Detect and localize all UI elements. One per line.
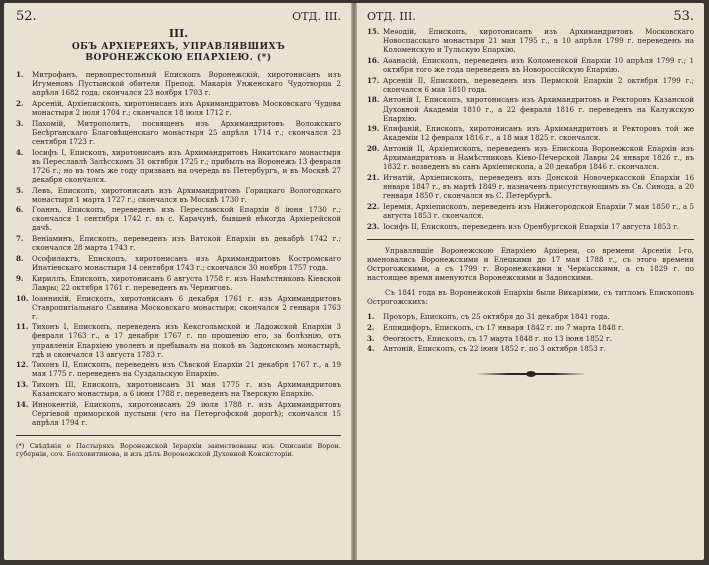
right-section-label: ОТД. III.	[367, 10, 416, 23]
entry-text: Іеремія, Архіепископъ, переведенъ изъ Нижегородской Епархіи 7 мая 1850 г., а 5 августа 1853 г. скончался.	[383, 201, 694, 220]
bishop-list-left	[16, 70, 341, 427]
list-item	[367, 27, 694, 54]
entry-number: 17.	[367, 75, 380, 85]
entry-text: Митрофанъ, первопрестольный Епископъ Воронежскій, хиротонисанъ изъ Игуменовъ Пустынской обители Препод. Макарія Унженскаго Чудотворца 2 апрѣля 1682 года; скончался 23 ноября 1703 г.	[32, 70, 341, 98]
entry-text: Іосифъ I, Епископъ, хиротонисанъ изъ Архимандритовъ Никитскаго монастыря въ Переславлѣ Залѣсскомъ 31 октября 1725 г.; прибылъ на Воронежъ 13 февраля 1726 г.; но въ томъ же году призванъ на очередь въ Петербургъ, и въ Москвѣ 27 декабря скончался.	[32, 147, 341, 184]
entry-number: 3.	[367, 333, 375, 343]
entry-text: Кириллъ, Епископъ, хиротонисанъ 6 августа 1758 г. изъ Намѣстниковъ Кіевской Лавры; 22 октября 1761 г. переведенъ въ Черниговъ.	[32, 273, 341, 292]
list-item	[16, 360, 341, 378]
left-running-head	[16, 9, 341, 23]
entry-number: 13.	[16, 380, 29, 390]
entry-text: Игнатій, Архіепископъ, переведенъ изъ Донской Новочеркасской Епархіи 16 января 1847 г., въ мартѣ 1849 г. назначенъ присутствующимъ въ Св. Синода, а 20 генваря 1850 г. скончался въ С. Петербургѣ.	[383, 172, 694, 201]
entry-text: Прохоръ, Епископъ, съ 25 октября до 31 декабря 1841 года.	[383, 312, 610, 322]
titles-paragraph: Управлявшіе Воронежскою Епархіею Архіереи, со времени Арсенія I-го, именовались Воронежскими и Елецкими до 17 мая 1788 г., съ этого времени Острогожскими, а съ 1799 г. Воронежскими и Черкасскими, а съ 1829 г. по настоящее время именуются Воронежскими и Задонскими.	[367, 245, 694, 282]
left-page	[4, 3, 351, 560]
entry-number: 22.	[367, 201, 380, 211]
entry-number: 7.	[16, 234, 24, 244]
vicar-list	[367, 312, 694, 353]
entry-number: 20.	[367, 144, 380, 154]
end-ornament	[476, 371, 586, 377]
list-item	[16, 380, 341, 398]
vicars-paragraph: Съ 1841 года въ Воронежской Епархіи были Викаріями, съ титломъ Епископовъ Острогожскихъ:	[367, 288, 694, 307]
right-running-head	[367, 9, 694, 23]
list-item	[367, 312, 694, 321]
entry-number: 12.	[16, 360, 29, 370]
entry-text: Елпидифоръ, Епископъ, съ 17 января 1842 г. по 7 марта 1848 г.	[383, 322, 624, 332]
entry-text: Епифаній, Епископъ, хиротонисанъ изъ Архимандритовъ и Ректоровъ той же Академіи 12 февраля 1816 г., а 18 мая 1825 г. скончался.	[383, 124, 694, 143]
entry-number: 21.	[367, 172, 380, 182]
list-item	[367, 124, 694, 142]
entry-number: 9.	[16, 273, 24, 283]
list-item	[367, 95, 694, 122]
right-page	[357, 3, 704, 560]
footnote: (*) Свѣдѣнія о Пастыряхъ Воронежской Іерархіи заимствованы изъ Описанія Ворон. губерніи, соч. Болховитинова, и изъ дѣлъ Воронежской Духовной Консисторіи.	[16, 442, 341, 459]
list-item	[367, 56, 694, 74]
entry-text: Антоній I, Епископъ, хиротонисанъ изъ Архимандритовъ и Ректоровъ Казанской Духовной Академіи 1810 г., а 22 февраля 1816 г. переведенъ на Калужскую Епархію.	[383, 95, 694, 123]
entry-number: 1.	[16, 70, 24, 79]
section-rule	[367, 239, 694, 240]
list-item	[16, 234, 341, 252]
list-item	[16, 294, 341, 321]
right-page-number: 53.	[673, 9, 694, 24]
entry-text: Арсеній II, Епископъ, переведенъ изъ Пермской Епархіи 2 октября 1799 г.; скончался 6 мая 1810 года.	[383, 75, 694, 94]
entry-number: 10.	[16, 293, 29, 303]
entry-text: Тихонъ I, Епископъ, переведенъ изъ Кексгольмской и Ладожской Епархіи 3 февраля 1763 г., а 17 декабря 1767 г. по прошенію его, за болѣзнію, отъ управленія Епархіею уволенъ и пребывалъ на покоѣ въ Задонскомъ монастырѣ, гдѣ и скончался 13 августа 1783 г.	[32, 322, 341, 359]
section-number: III.	[168, 27, 189, 40]
entry-text: Левъ, Епископъ, хиротонисанъ изъ Архимандритовъ Горицкаго Вологодскаго монастыря 1 марта 1727 г.; скончался въ Москвѣ 1730 г.	[32, 185, 341, 204]
list-item	[367, 76, 694, 94]
list-item	[367, 344, 694, 353]
entry-number: 4.	[16, 147, 24, 157]
entry-number: 18.	[367, 95, 380, 105]
entry-number: 23.	[367, 221, 380, 231]
entry-number: 11.	[16, 322, 29, 332]
entry-number: 2.	[16, 98, 24, 108]
entry-text: Меѳодій, Епископъ, хиротонисанъ изъ Архимандритовъ Московскаго Новоспасскаго монастыря 21 мая 1795 г., а 10 апрѣля 1799 г. переведенъ на Коломенскую и Тульскую Епархію.	[383, 27, 694, 55]
list-item	[367, 202, 694, 220]
entry-number: 8.	[16, 253, 24, 263]
entry-number: 2.	[367, 322, 375, 332]
list-item	[16, 186, 341, 204]
list-item	[16, 205, 341, 232]
list-item	[16, 70, 341, 97]
entry-number: 4.	[367, 344, 375, 354]
list-item	[16, 400, 341, 427]
bishop-list-right	[367, 27, 694, 231]
entry-number: 3.	[16, 118, 24, 128]
entry-number: 6.	[16, 205, 24, 215]
list-item	[367, 334, 694, 343]
list-item	[367, 323, 694, 332]
entry-text: Антоній II, Архіепископъ, переведенъ изъ Епископа Воронежской Епархіи изъ Архимандритовъ и Намѣстниковъ Кіево-Печерской Лавры 24 января 1826 г., въ 1832 г. возведенъ въ санъ Архіепископа, а 20 декабря 1846 г. скончался.	[383, 144, 694, 172]
entry-number: 16.	[367, 55, 380, 65]
list-item	[16, 119, 341, 146]
entry-text: Пахомій, Митрополитъ, посвященъ изъ Архимандритовъ Воложскаго Бесѣрганскаго Благовѣщенскаго монастыря 25 апрѣля 1714 г.; скончался 23 сентября 1723 г.	[32, 118, 341, 146]
list-item	[367, 222, 694, 231]
entry-number: 19.	[367, 124, 380, 134]
entry-text: Іоанникій, Епископъ, хиротонисанъ 6 декабря 1761 г. изъ Архимандритовъ Ставропигіальнаго Саввина Московскаго монастыря; скончался 2 генваря 1763 г.	[32, 293, 341, 321]
entry-text: Ософилактъ, Епископъ, хиротонисанъ изъ Архимандритовъ Костромскаго Ипатіевскаго монастыря 14 сентября 1743 г.; скончался 30 ноября 1757 года.	[32, 253, 341, 273]
list-item	[16, 99, 341, 117]
entry-text: Аѳанасій, Епископъ, переведенъ изъ Коломенской Епархіи 10 апрѣля 1799 г.; 1 октября того же года переведенъ въ Новороссійскую Епархію.	[383, 55, 694, 74]
entry-number: 15.	[367, 27, 380, 36]
entry-text: Иннокентій, Епископъ, хиротонисанъ 29 іюля 1788 г. изъ Архимандритовъ Сергіевой приморской пустыни (что на Петергофской дорогѣ); скончался 15 апрѣля 1794 г.	[32, 399, 341, 428]
list-item	[16, 274, 341, 292]
entry-text: Гоаннъ, Епископъ, переведенъ изъ Переславской Епархіи 8 іюня 1730 г.; скончался 1 сентября 1742 г. въ с. Карачунѣ, бывшей нѣкогда Архіерейской дачѣ.	[32, 205, 341, 233]
entry-text: Іосифъ II, Епископъ, переведенъ изъ Оренбургской Епархіи 17 августа 1853 г.	[383, 221, 680, 231]
list-item	[16, 322, 341, 358]
entry-text: Тихонъ III, Епископъ, хиротонисанъ 31 мая 1775 г. изъ Архимандритовъ Казанскаго монастыря, а 6 іюня 1788 г. переведенъ на Тверскую Епархію.	[32, 380, 341, 399]
entry-text: Антоній, Епископъ, съ 22 іюня 1852 г. по 3 октября 1853 г.	[383, 344, 606, 354]
entry-text: Ѳеогностъ, Епископъ, съ 17 марта 1848 г. по 13 іюня 1852 г.	[383, 333, 612, 343]
left-page-number: 52.	[16, 9, 37, 24]
list-item	[16, 148, 341, 184]
entry-text: Тихонъ II, Епископъ, переведенъ изъ Сѣвской Епархіи 21 декабря 1767 г., а 19 мая 1775 г. переведенъ на Суздальскую Епархію.	[32, 360, 341, 379]
list-item	[367, 144, 694, 171]
entry-number: 14.	[16, 399, 29, 409]
list-item	[16, 254, 341, 272]
left-section-label: ОТД. III.	[292, 10, 341, 23]
entry-number: 1.	[367, 312, 375, 322]
entry-text: Веніаминъ, Епископъ, переведенъ изъ Вятской Епархіи въ декабрѣ 1742 г.; скончался 28 марта 1743 г.	[32, 234, 341, 253]
section-title: ОБЪ АРХІЕРЕЯХЪ, УПРАВЛЯВШИХЪ ВОРОНЕЖСКОЮ ЕПАРХІЕЮ. (*)	[71, 42, 286, 63]
entry-number: 5.	[16, 185, 24, 195]
entry-text: Арсеній, Архіепископъ, хиротонисанъ изъ Архимандритовъ Московскаго Чудова монастыря 2 іюля 1704 г.; скончался 18 іюля 1712 г.	[32, 98, 341, 117]
list-item	[367, 173, 694, 200]
footnote-rule	[16, 435, 341, 436]
